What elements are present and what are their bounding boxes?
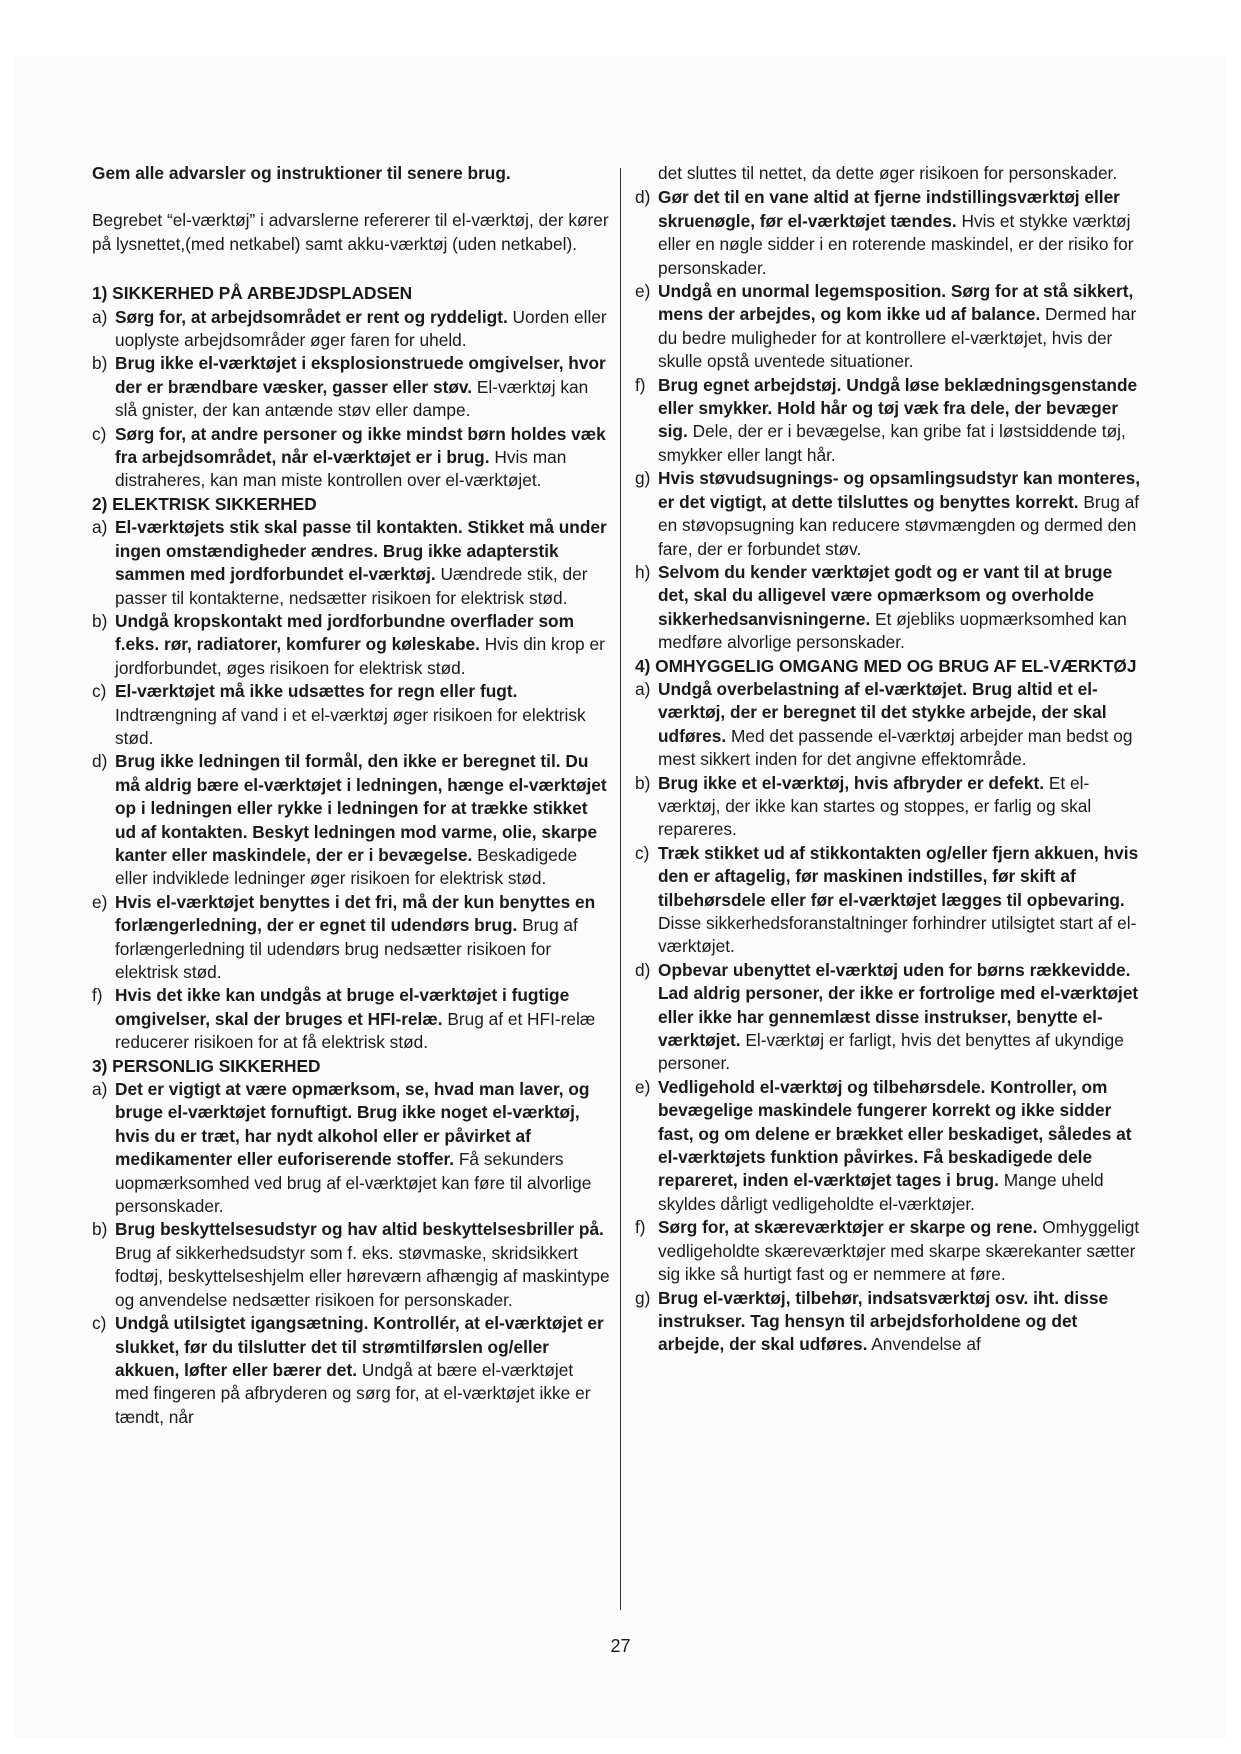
continued-text: det sluttes til nettet, da dette øger risikoen for personskader.	[658, 163, 1118, 183]
list-item-3e: e) Undgå en unormal legemsposition. Sørg for at stå sikkert, mens der arbejdes, og kom ikke ud af balance. Dermed har du bedre muligheder for at kontrollere el-værktøjet, hvis der skulle opstå uventede situationer.	[635, 281, 1137, 372]
list-item-3h: h) Selvom du kender værktøjet godt og er vant til at bruge det, skal du alligevel være opmærksom og overholde sikkerhedsanvisningerne. Et øjebliks uopmærksomhed kan medføre alvorlige personskader.	[635, 561, 1127, 653]
section-title-3: 3) PERSONLIG SIKKERHED	[92, 1055, 321, 1076]
list-item-3d: d) Gør det til en vane altid at fjerne indstillingsværktøj eller skruenøgle, før el-værktøjet tændes. Hvis et stykke værktøj eller en nøgle sidder i en roterende maskindel, er der risiko for personskader.	[635, 187, 1134, 278]
list-item-2f: f) Hvis det ikke kan undgås at bruge el-værktøjet i fugtige omgivelser, skal der bruges et HFI-relæ. Brug af et HFI-relæ reducerer risikoen for at få elektrisk stød.	[92, 985, 596, 1053]
list-item-1a: a) Sørg for, at arbejdsområdet er rent og ryddeligt. Uorden eller uoplyste arbejdsområder øger faren for uheld.	[92, 306, 607, 351]
list-item-2c: c) El-værktøjet må ikke udsættes for regn eller fugt. Indtrængning af vand i et el-værktøj øger risikoen for elektrisk stød.	[92, 681, 586, 748]
list-item-4f: f) Sørg for, at skæreværktøjer er skarpe og rene. Omhyggeligt vedligeholdte skæreværktøjer med skarpe skærekanter sætter sig ikke så hurtigt fast og er nemmere at føre.	[635, 1217, 1140, 1285]
list-item-4a: a) Undgå overbelastning af el-værktøjet. Brug altid et el-værktøj, der er beregnet til det stykke arbejde, der skal udføres. Med det passende el-værktøj arbejder man bedst og mest sikkert inden for det angivne effektområde.	[635, 678, 1133, 770]
list-item-4e: e) Vedligehold el-værktøj og tilbehørsdele. Kontroller, om bevægelige maskindele fungerer korrekt og ikke sidder fast, og om delene er brækket eller beskadiget, således at el-værktøjets funktion påvirkes. Få beskadigede dele repareret, inden el-værktøjet tages i brug. Mange uheld skyldes dårligt vedligeholdte el-værktøjer.	[635, 1076, 1132, 1214]
lead-text: Gem alle advarsler og instruktioner til senere brug.	[92, 163, 511, 183]
list-item-3a: a) Det er vigtigt at være opmærksom, se, hvad man laver, og bruge el-værktøjet fornuftigt. Brug ikke noget el-værktøj, hvis du er træt, har nydt alkohol eller er påvirket af medikamenter eller euforiserende stoffer. Få sekunders uopmærksomhed ved brug af el-værktøjet kan føre til alvorlige personskader.	[92, 1079, 592, 1217]
page-number: 27	[610, 1636, 631, 1656]
section-title-2: 2) ELEKTRISK SIKKERHED	[92, 493, 317, 514]
list-item-3c: c) Undgå utilsigtet igangsætning. Kontrollér, at el-værktøjet er slukket, før du tilslutter det til strømtilførslen og/eller akkuen, løfter eller bærer det. Undgå at bære el-værktøjet med fingeren på afbryderen og sørg for, at el-værktøjet ikke er tændt, når	[92, 1313, 604, 1427]
list-item-3f: f) Brug egnet arbejdstøj. Undgå løse beklædningsgenstande eller smykker. Hold hår og tøj væk fra dele, der bevæger sig. Dele, der er i bevægelse, kan gribe fat i løstsiddende tøj, smykker eller langt hår.	[635, 374, 1138, 465]
list-item-3b: b) Brug beskyttelsesudstyr og hav altid beskyttelsesbriller på. Brug af sikkerhedsudstyr som f. eks. støvmaske, skridsikkert fodtøj, beskyttelseshjelm eller høreværn afhængig af maskintype og anvendelse nedsætter risikoen for personskader.	[92, 1219, 610, 1310]
list-item-2e: e) Hvis el-værktøjet benyttes i det fri, må der kun benyttes en forlængerledning, der er egnet til udendørs brug. Brug af forlængerledning til udendørs brug nedsætter risikoen for elektrisk stød.	[92, 891, 596, 982]
list-item-3g: g) Hvis støvudsugnings- og opsamlingsudstyr kan monteres, er det vigtigt, at dette tilsluttes og benyttes korrekt. Brug af en støvopsugning kan reducere støvmængden og dermed den fare, der er forbundet støv.	[635, 468, 1141, 559]
list-item-2b: b) Undgå kropskontakt med jordforbundne overflader som f.eks. rør, radiatorer, komfurer og køleskabe. Hvis din krop er jordforbundet, øges risikoen for elektrisk stød.	[92, 610, 605, 678]
list-item-4c: c) Træk stikket ud af stikkontakten og/eller fjern akkuen, hvis den er aftagelig, før maskinen indstilles, før skift af tilbehørsdele eller før el-værktøjet lægges til opbevaring. Disse sikkerhedsforanstaltninger forhindrer utilsigtet start af el-værktøjet.	[635, 842, 1139, 957]
list-item-2d: d) Brug ikke ledningen til formål, den ikke er beregnet til. Du må aldrig bære el-værktøjet i ledningen, hænge el-værktøjet op i ledningen eller rykke i ledningen for at trække stikket ud af kontakten. Beskyt ledningen mod varme, olie, skarpe kanter eller maskindele, der er i bevægelse. Beskadigede eller indviklede ledninger øger risikoen for elektrisk stød.	[92, 751, 607, 889]
list-item-2a: a) El-værktøjets stik skal passe til kontakten. Stikket må under ingen omstændigheder ændres. Brug ikke adapterstik sammen med jordforbundet el-værktøj. Uændrede stik, der passer til kontakterne, nedsætter risikoen for elektrisk stød.	[92, 517, 607, 608]
section-title-1: 1) SIKKERHED PÅ ARBEJDSPLADSEN	[92, 283, 413, 304]
list-item-1b: b) Brug ikke el-værktøjet i eksplosionstruede omgivelser, hvor der er brændbare væsker, gasser eller støv. El-værktøj kan slå gnister, der kan antænde støv eller dampe.	[92, 353, 606, 421]
section-title-4: 4) OMHYGGELIG OMGANG MED OG BRUG AF EL-VÆRKTØJ	[635, 655, 1137, 676]
list-item-4g: g) Brug el-værktøj, tilbehør, indsatsværktøj osv. iht. disse instrukser. Tag hensyn til arbejdsforholdene og det arbejde, der skal udføres. Anvendelse af	[635, 1287, 1109, 1355]
intro-text: Begrebet “el-værktøj” i advarslerne refererer til el-værktøj, der kører på lysnettet,(med netkabel) samt akku-værktøj (uden netkabel).	[92, 210, 609, 254]
column-divider	[620, 168, 621, 1610]
list-item-4d: d) Opbevar ubenyttet el-værktøj uden for børns rækkevidde. Lad aldrig personer, der ikke er fortrolige med el-værktøjet eller ikke har gennemlæst disse instrukser, benytte el-værktøjet. El-værktøj er farligt, hvis det benyttes af ukyndige personer.	[635, 959, 1139, 1074]
list-item-1c: c) Sørg for, at andre personer og ikke mindst børn holdes væk fra arbejdsområdet, når el-værktøjet er i brug. Hvis man distraheres, kan man miste kontrollen over el-værktøjet.	[92, 423, 606, 491]
left-column	[92, 162, 610, 1429]
right-column	[635, 162, 1147, 1357]
list-item-4b: b) Brug ikke et el-værktøj, hvis afbryder er defekt. Et el-værktøj, der ikke kan startes og stoppes, er farlig og skal repareres.	[635, 772, 1092, 840]
